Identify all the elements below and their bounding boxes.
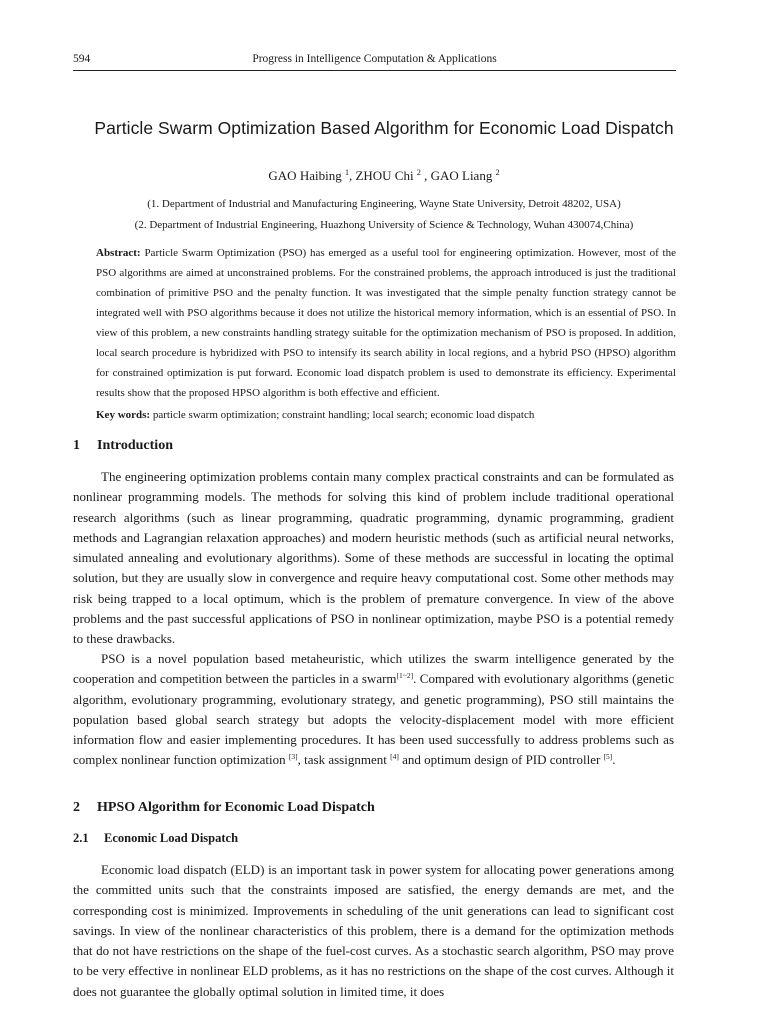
keywords [96, 405, 676, 425]
citation: [4] [390, 752, 399, 762]
subsection-title: Economic Load Dispatch [104, 831, 239, 845]
subsection-heading-eld [73, 831, 238, 846]
paper-title: Particle Swarm Optimization Based Algorithm for Economic Load Dispatch [94, 118, 674, 138]
section-heading-hpso [73, 800, 375, 816]
abstract [96, 243, 676, 403]
eld-paragraph-1: Economic load dispatch (ELD) is an important task in power system for allocating power generations among the committed units such that the constraints imposed are satisfied, the energy demands are met, and the corresponding cost is minimized. Improvements in scheduling of the unit generations can lead to significant cost savings. In view of the nonlinear characteristics of this problem, there is a demand for the optimization methods that do not have restrictions on the shape of the fuel-cost curves. As a stochastic search algorithm, PSO may prove to be very effective in nonlinear ELD problems, as it has no restrictions on the shape of the cost curves. Although it does not guarantee the globally optimal solution in limited time, it does [73, 862, 674, 999]
subsection-number: 2.1 [73, 831, 89, 845]
keywords-label: Key words: [96, 409, 151, 421]
text-run: . [612, 752, 616, 768]
citation: [3] [288, 752, 298, 762]
section-number: 1 [73, 438, 80, 453]
text-run: PSO is a novel population based metaheuristic, which utilizes the swarm intelligence generated by the cooperation and competition between the particles in a swarm [73, 651, 674, 687]
author-affil-mark: 1 [344, 168, 349, 177]
text-run: , task assignment [297, 752, 387, 768]
text-run: and optimum design of PID controller [398, 752, 601, 768]
citation: [1~2] [396, 671, 414, 681]
intro-paragraph-2 [73, 649, 674, 771]
affiliation-2: (2. Department of Industrial Engineering, Huazhong University of Science & Technology, Wuhan 430074,China) [134, 219, 634, 231]
text-run: . Compared with evolutionary algorithms (genetic algorithm, evolutionary programming, evolutionary strategy, and genetic programming), PSO still maintains the population based global search strategy but adopts the velocity-displacement model with more efficient information flow and easier implementing procedures. It has been used successfully to address problems such as complex nonlinear function optimization [73, 671, 675, 768]
journal-name: Progress in Intelligence Computation & Applications [252, 53, 497, 65]
author-affil-mark: 2 [416, 168, 421, 177]
abstract-label: Abstract: [96, 247, 141, 259]
running-head [73, 52, 676, 71]
section-title: Introduction [97, 438, 173, 453]
author-list: GAO Haibing $^1$, ZHOU Chi $^2$ , GAO Liang $^2$ [268, 168, 500, 183]
section-heading-introduction [73, 438, 173, 454]
author-name: GAO Haibing [268, 168, 342, 183]
page-number: 594 [73, 53, 91, 65]
affiliation-1: (1. Department of Industrial and Manufacturing Engineering, Wayne State University, Detroit 48202, USA) [147, 198, 621, 210]
author-name: GAO Liang [430, 168, 493, 183]
section-number: 2 [73, 800, 80, 815]
keywords-text: particle swarm optimization; constraint handling; local search; economic load dispatch [152, 409, 535, 421]
author-affil-mark: 2 [495, 168, 500, 177]
abstract-text: Particle Swarm Optimization (PSO) has emerged as a useful tool for engineering optimization. However, most of the PSO algorithms are aimed at unconstrained problems. For the constrained problems, the approach introduced is just the traditional combination of primitive PSO and the penalty function. It was investigated that the simple penalty function strategy cannot be integrated well with PSO algorithms because it does not utilize the historical memory information, which is an essential of PSO. In view of this problem, a new constraints handling strategy suitable for the optimization mechanism of PSO is proposed. In addition, local search procedure is hybridized with PSO to intensify its search ability in local regions, and a hybrid PSO (HPSO) algorithm for constrained optimization is put forward. Economic load dispatch problem is used to demonstrate its efficiency. Experimental results show that the proposed HPSO algorithm is both effective and efficient. [96, 247, 676, 399]
section-title: HPSO Algorithm for Economic Load Dispatch [97, 800, 375, 815]
citation: [5] [603, 752, 613, 762]
intro-paragraph-1: The engineering optimization problems contain many complex practical constraints and can be formulated as nonlinear programming models. The methods for solving this kind of problem include traditional operational research algorithms (such as linear programming, quadratic programming, dynamic programming, gradient methods and Lagrangian relaxation approaches) and modern heuristic methods (such as artificial neural networks, simulated annealing and evolutionary algorithms). Some of these methods are successful in locating the optimal solution, but they are usually slow in convergence and require heavy computational cost. Some other methods may risk being trapped to a local optimum, which is the problem of premature convergence. In view of the above problems and the past successful applications of PSO in nonlinear optimization, maybe PSO is a potential remedy to these drawbacks. [73, 469, 674, 647]
author-name: ZHOU Chi [355, 168, 414, 183]
